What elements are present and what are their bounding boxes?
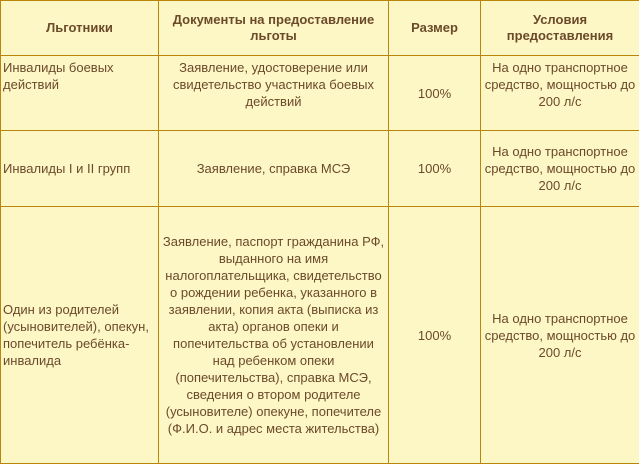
header-size: Размер bbox=[389, 1, 481, 56]
documents-cell: Заявление, паспорт гражданина РФ, выданного на имя налогоплательщика, свидетельство о рождении ребенка, указанного в заявлении, копия акта (выписка из акта) органов опеки и попечительства об установлении над ребенком опеки (попечительства), справка МСЭ, сведения о втором родителе (усыновителе) опекуне, попечителе (Ф.И.О. и адрес места жительства) bbox=[159, 207, 389, 464]
conditions-cell: На одно транспортное средство, мощностью до 200 л/с bbox=[481, 131, 639, 207]
header-beneficiaries: Льготники bbox=[1, 1, 159, 56]
size-cell: 100% bbox=[389, 56, 481, 131]
table-header-row bbox=[1, 1, 639, 56]
table-row bbox=[1, 131, 639, 207]
header-documents: Документы на предоставление льготы bbox=[159, 1, 389, 56]
size-cell: 100% bbox=[389, 207, 481, 464]
documents-cell: Заявление, справка МСЭ bbox=[159, 131, 389, 207]
beneficiary-cell: Инвалиды I и II групп bbox=[1, 131, 159, 207]
conditions-cell: На одно транспортное средство, мощностью до 200 л/с bbox=[481, 207, 639, 464]
beneficiary-cell: Инвалиды боевых действий bbox=[1, 56, 159, 131]
table-row bbox=[1, 56, 639, 131]
size-cell: 100% bbox=[389, 131, 481, 207]
header-conditions: Условия предоставления bbox=[481, 1, 639, 56]
table-row bbox=[1, 207, 639, 464]
documents-cell: Заявление, удостоверение или свидетельство участника боевых действий bbox=[159, 56, 389, 131]
conditions-cell: На одно транспортное средство, мощностью до 200 л/с bbox=[481, 56, 639, 131]
beneficiary-cell: Один из родителей (усыновителей), опекун, попечитель ребёнка-инвалида bbox=[1, 207, 159, 464]
